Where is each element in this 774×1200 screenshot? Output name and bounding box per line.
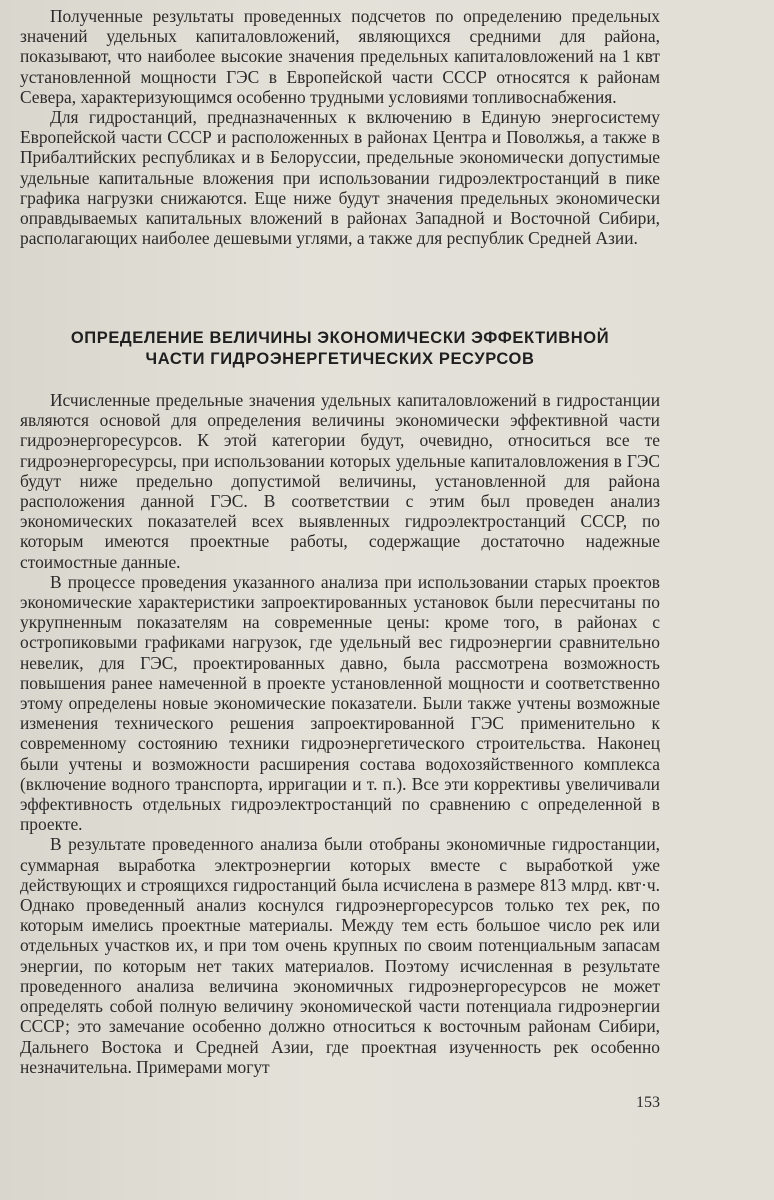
paragraph: Для гидростанций, предназначенных к включению в Единую энергосистему Европейской части СССР и расположенных в районах Центра и Поволжья, а также в Прибалтийских республиках и в Белоруссии, предельные экономически допустимые удельные капитальные вложения при использовании гидроэлектростанций в пике графика нагрузки снижаются. Еще ниже будут значения предельных экономически оправдываемых капитальных вложений в районах Западной и Восточной Сибири, располагающих наиболее дешевыми углями, а также для республик Средней Азии. (20, 107, 660, 249)
section-heading-line-2: ЧАСТИ ГИДРОЭНЕРГЕТИЧЕСКИХ РЕСУРСОВ (145, 350, 535, 368)
top-text-block (20, 6, 660, 248)
paragraph: В процессе проведения указанного анализа при использовании старых проектов экономические характеристики запроектированных установок были пересчитаны по укрупненным показателям на современные цены: кроме того, в районах с остропиковыми графиками нагрузок, где удельный вес гидроэнергии сравнительно невелик, для ГЭС, проектированных давно, была рассмотрена возможность повышения ранее намеченной в проекте установленной мощности и соответственно этому определены новые экономические показатели. Были также учтены возможные изменения технического решения запроектированной ГЭС применительно к современному состоянию техники гидроэнергетического строительства. Наконец были учтены и возможности расширения состава водохозяйственного комплекса (включение водного транспорта, ирригации и т. п.). Все эти коррективы увеличивали эффективность отдельных гидроэлектростанций по сравнению с определенной в проекте. (20, 571, 660, 835)
main-text-block (20, 390, 660, 1077)
paragraph: Исчисленные предельные значения удельных капиталовложений в гидростанции являются основой для определения величины экономически эффективной части гидроэнергоресурсов. К этой категории будут, очевидно, относиться все те гидроэнергоресурсы, при использовании которых удельные капиталовложения в ГЭС будут ниже предельно допустимой величины, установленной для района расположения данной ГЭС. В соответствии с этим был проведен анализ экономических показателей всех выявленных гидроэлектростанций СССР, по которым имеются проектные работы, содержащие достаточно надежные стоимостные данные. (20, 390, 660, 572)
paragraph: В результате проведенного анализа были отобраны экономичные гидростанции, суммарная выработка электроэнергии которых вместе с выработкой уже действующих и строящихся гидростанций была исчислена в размере 813 млрд. квт·ч. Однако проведенный анализ коснулся гидроэнергоресурсов только тех рек, по которым имелись проектные материалы. Между тем есть большое число рек или отдельных участков их, и при том очень крупных по своим потенциальным запасам энергии, по которым нет таких материалов. Поэтому исчисленная в результате проведенного анализа величина экономичных гидроэнергоресурсов не может определять собой полную величину экономической части потенциала гидроэнергии СССР; это замечание особенно должно относиться к восточным районам Сибири, Дальнего Востока и Средней Азии, где проектная изученность рек особенно незначительна. Примерами могут (20, 834, 660, 1077)
section-heading-line-1: ОПРЕДЕЛЕНИЕ ВЕЛИЧИНЫ ЭКОНОМИЧЕСКИ ЭФФЕКТИВНОЙ (70, 329, 610, 347)
page-number: 153 (636, 1094, 660, 1111)
paragraph: Полученные результаты проведенных подсчетов по определению предельных значений удельных капиталовложений, являющихся средними для района, показывают, что наиболее высокие значения предельных капиталовложений на 1 квт установленной мощности ГЭС в Европейской части СССР относятся к районам Севера, характеризующимся особенно трудными условиями топливоснабжения. (20, 6, 660, 107)
section-heading (20, 328, 660, 370)
